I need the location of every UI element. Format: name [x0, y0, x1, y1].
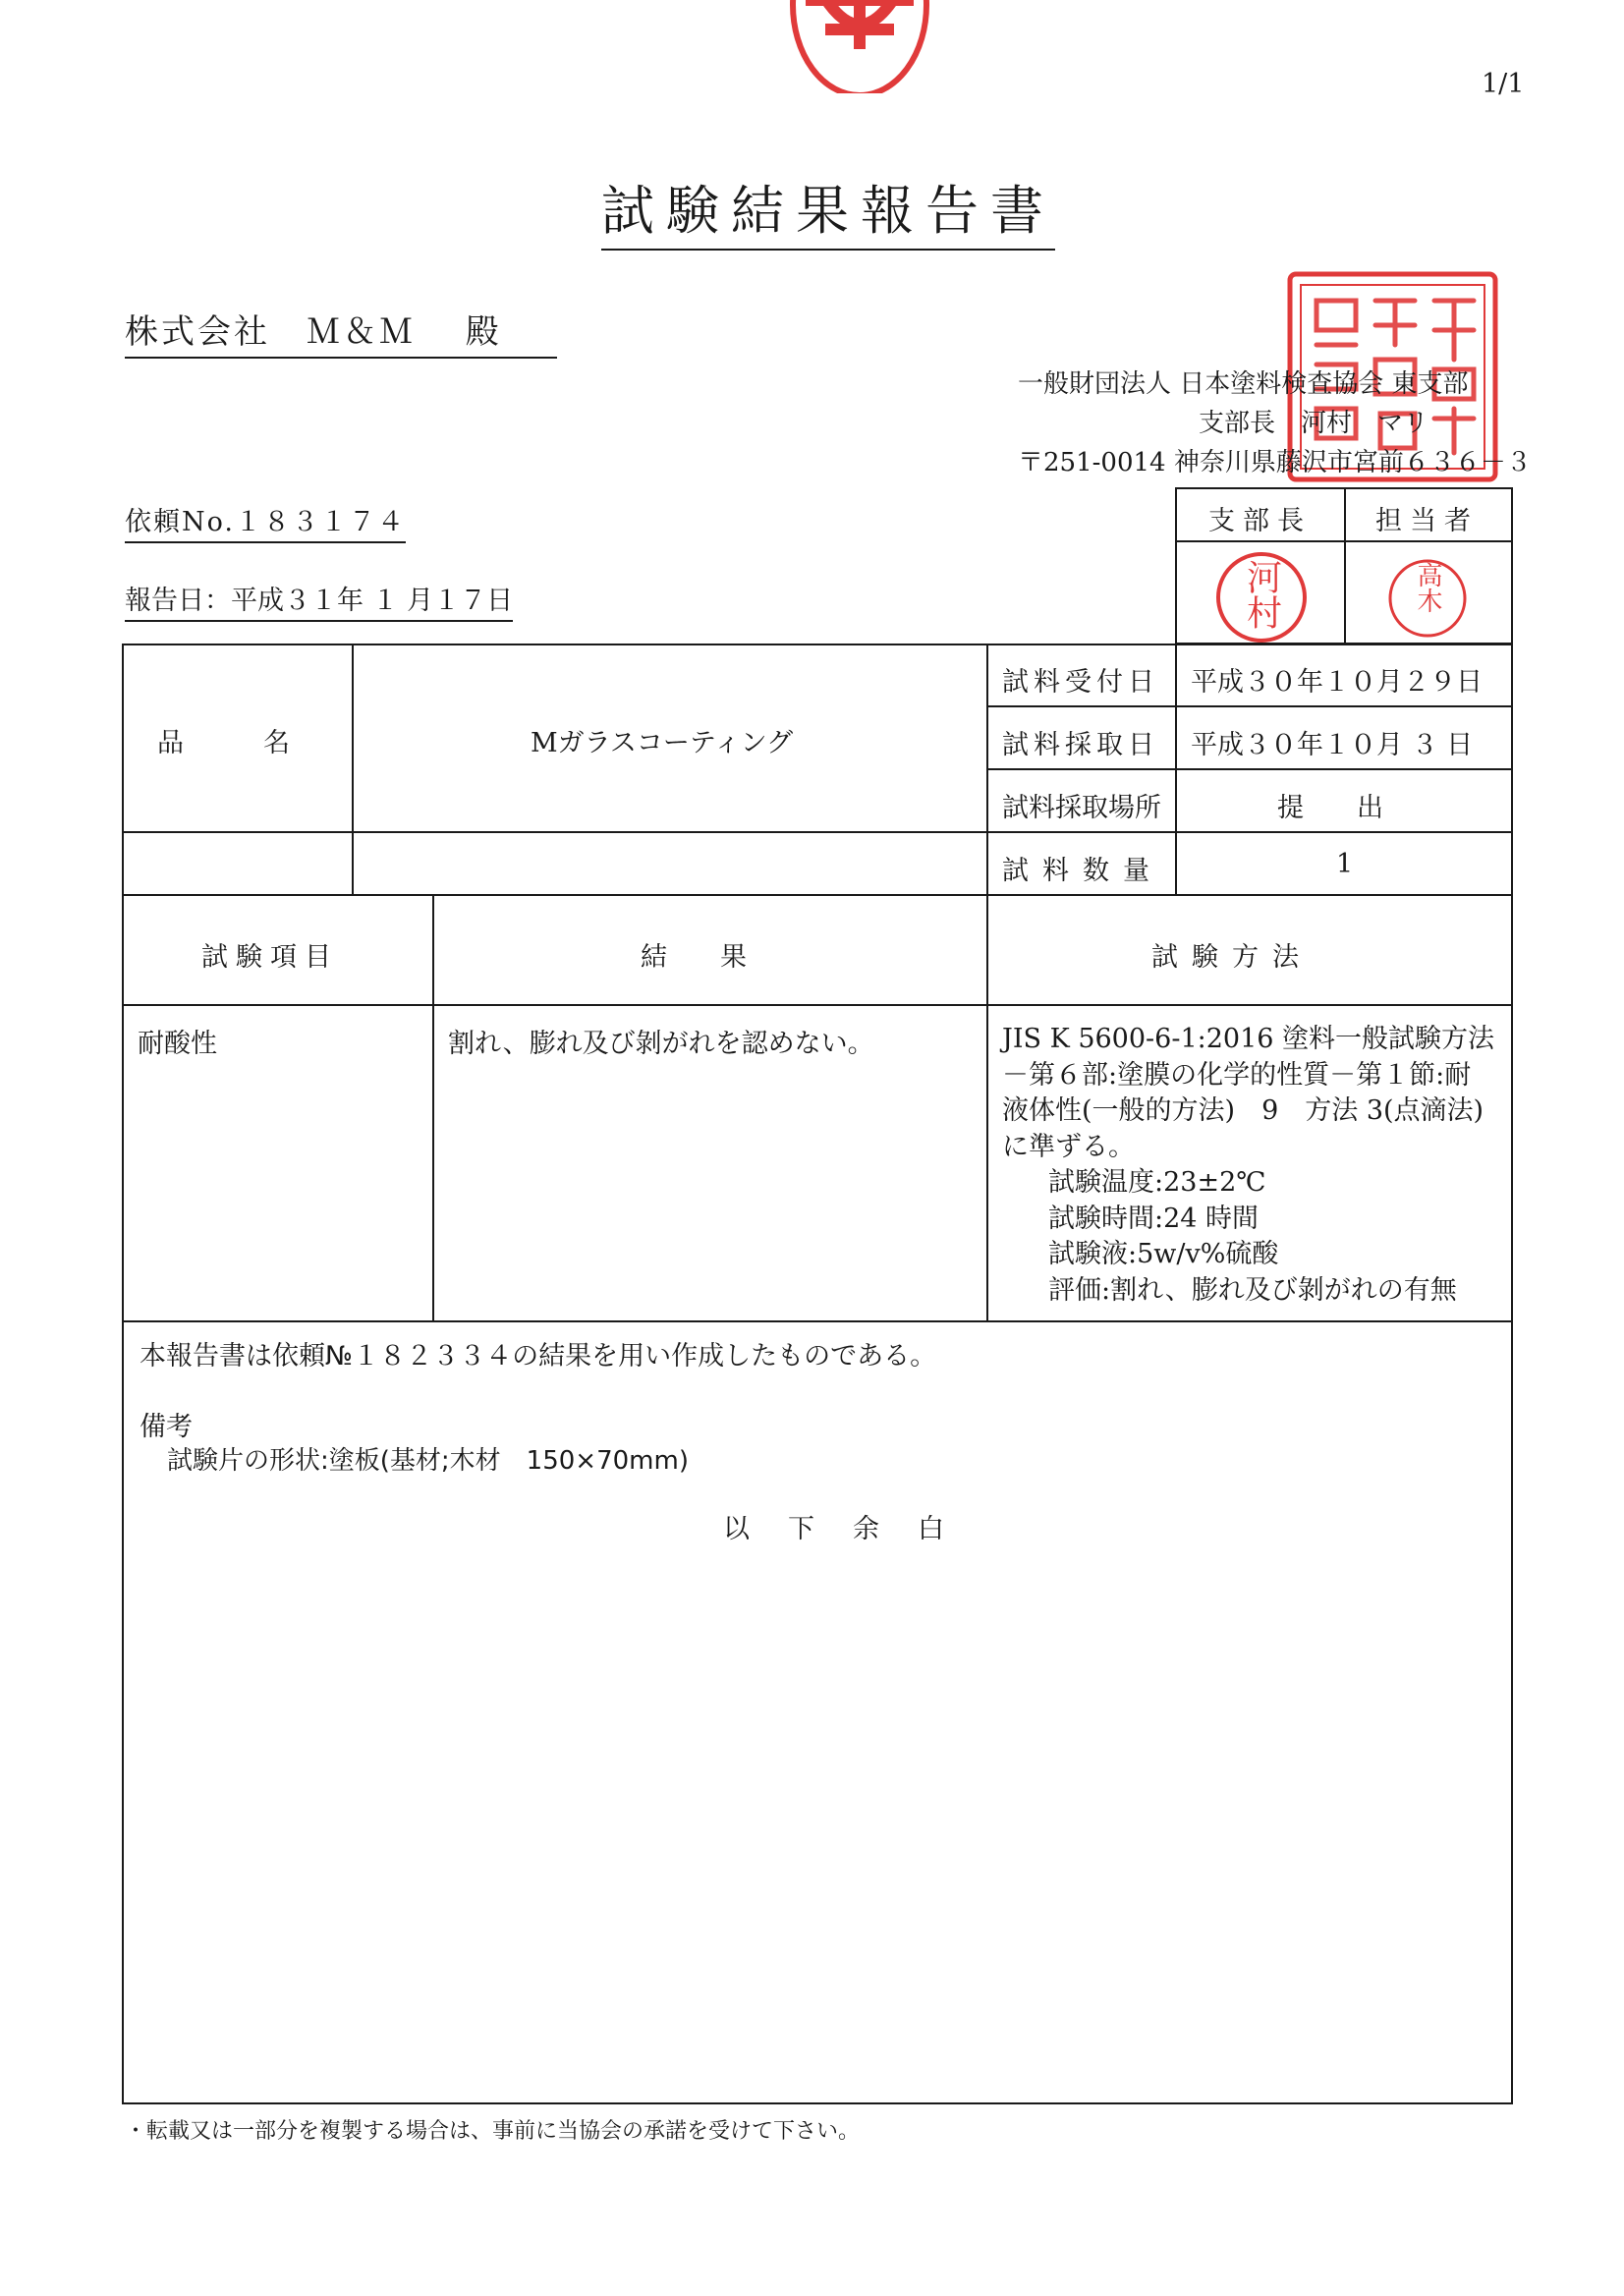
method-line: 液体性(一般的方法) 9 方法 3(点滴法)	[1002, 1095, 1484, 1126]
collection-place-label: 試料採取場所	[1002, 793, 1161, 823]
end-of-content-mark: 以 下 余 白	[723, 1514, 950, 1544]
top-seal-stamp	[786, 0, 933, 93]
remarks-text: 試験片の形状:塗板(基材;木材 150×70mm)	[167, 1446, 689, 1476]
method-line: 試験温度:23±2℃	[1022, 1167, 1266, 1198]
issuer-address: 〒251-0014 神奈川県藤沢市宮前６３６－３	[1018, 448, 1532, 477]
staff-approval-label: 担当者	[1375, 506, 1479, 536]
document-title: 試験結果報告書	[601, 169, 1055, 251]
manager-stamp	[1214, 550, 1309, 648]
test-method-text	[1002, 1022, 1494, 1309]
product-name-label: 品 名	[157, 728, 290, 758]
sample-quantity-label: 試料数量	[1002, 856, 1163, 886]
test-result: 割れ、膨れ及び剝がれを認めない。	[448, 1029, 874, 1059]
collection-place-value: 提 出	[1277, 793, 1383, 823]
sample-quantity-value: 1	[1336, 849, 1354, 879]
issuer-organization: 一般財団法人 日本塗料検査協会 東支部	[1018, 369, 1469, 399]
collected-date-value: 平成３０年１０月 ３ 日	[1191, 730, 1474, 760]
report-date: 報告日：平成３１年 １ 月１７日	[125, 579, 513, 622]
test-item-acid-resistance: 耐酸性	[138, 1029, 217, 1059]
request-number: 依頼No.１８３１７４	[125, 500, 406, 543]
notes-box	[122, 1320, 1513, 2104]
method-line: JIS K 5600-6-1:2016 塗料一般試験方法	[1002, 1024, 1495, 1054]
page-number: 1/1	[1482, 69, 1525, 99]
remarks-label: 備考	[140, 1412, 193, 1442]
header-test-method: 試験方法	[1151, 942, 1313, 973]
manager-stamp-text: 河村	[1241, 559, 1282, 630]
received-date-label: 試料受付日	[1002, 667, 1159, 698]
header-result: 結 果	[641, 942, 747, 973]
staff-stamp	[1387, 558, 1468, 643]
recipient: 株式会社 Ｍ＆Ｍ 殿	[125, 305, 557, 359]
method-line: 試験時間:24 時間	[1022, 1203, 1260, 1234]
staff-stamp-text: 高木	[1413, 562, 1442, 613]
header-test-item: 試験項目	[201, 942, 339, 973]
product-name-value: Mガラスコーティング	[531, 728, 794, 758]
method-line: に準ずる。	[1002, 1131, 1135, 1162]
method-line: 試験液:5w/v%硫酸	[1022, 1239, 1279, 1269]
approval-box	[1175, 487, 1513, 644]
manager-approval-label: 支部長	[1208, 506, 1312, 536]
footer-note: ・転載又は一部分を複製する場合は、事前に当協会の承諾を受けて下さい。	[125, 2119, 861, 2144]
received-date-value: 平成３０年１０月２９日	[1191, 667, 1483, 698]
method-line: 評価:割れ、膨れ及び剝がれの有無	[1022, 1274, 1457, 1306]
issuer-manager: 支部長 河村 マリ	[1199, 409, 1429, 438]
collected-date-label: 試料採取日	[1002, 730, 1159, 760]
method-line: －第６部:塗膜の化学的性質－第１節:耐	[1002, 1059, 1472, 1091]
report-statement: 本報告書は依頼№１８２３３４の結果を用い作成したものである。	[140, 1341, 937, 1372]
